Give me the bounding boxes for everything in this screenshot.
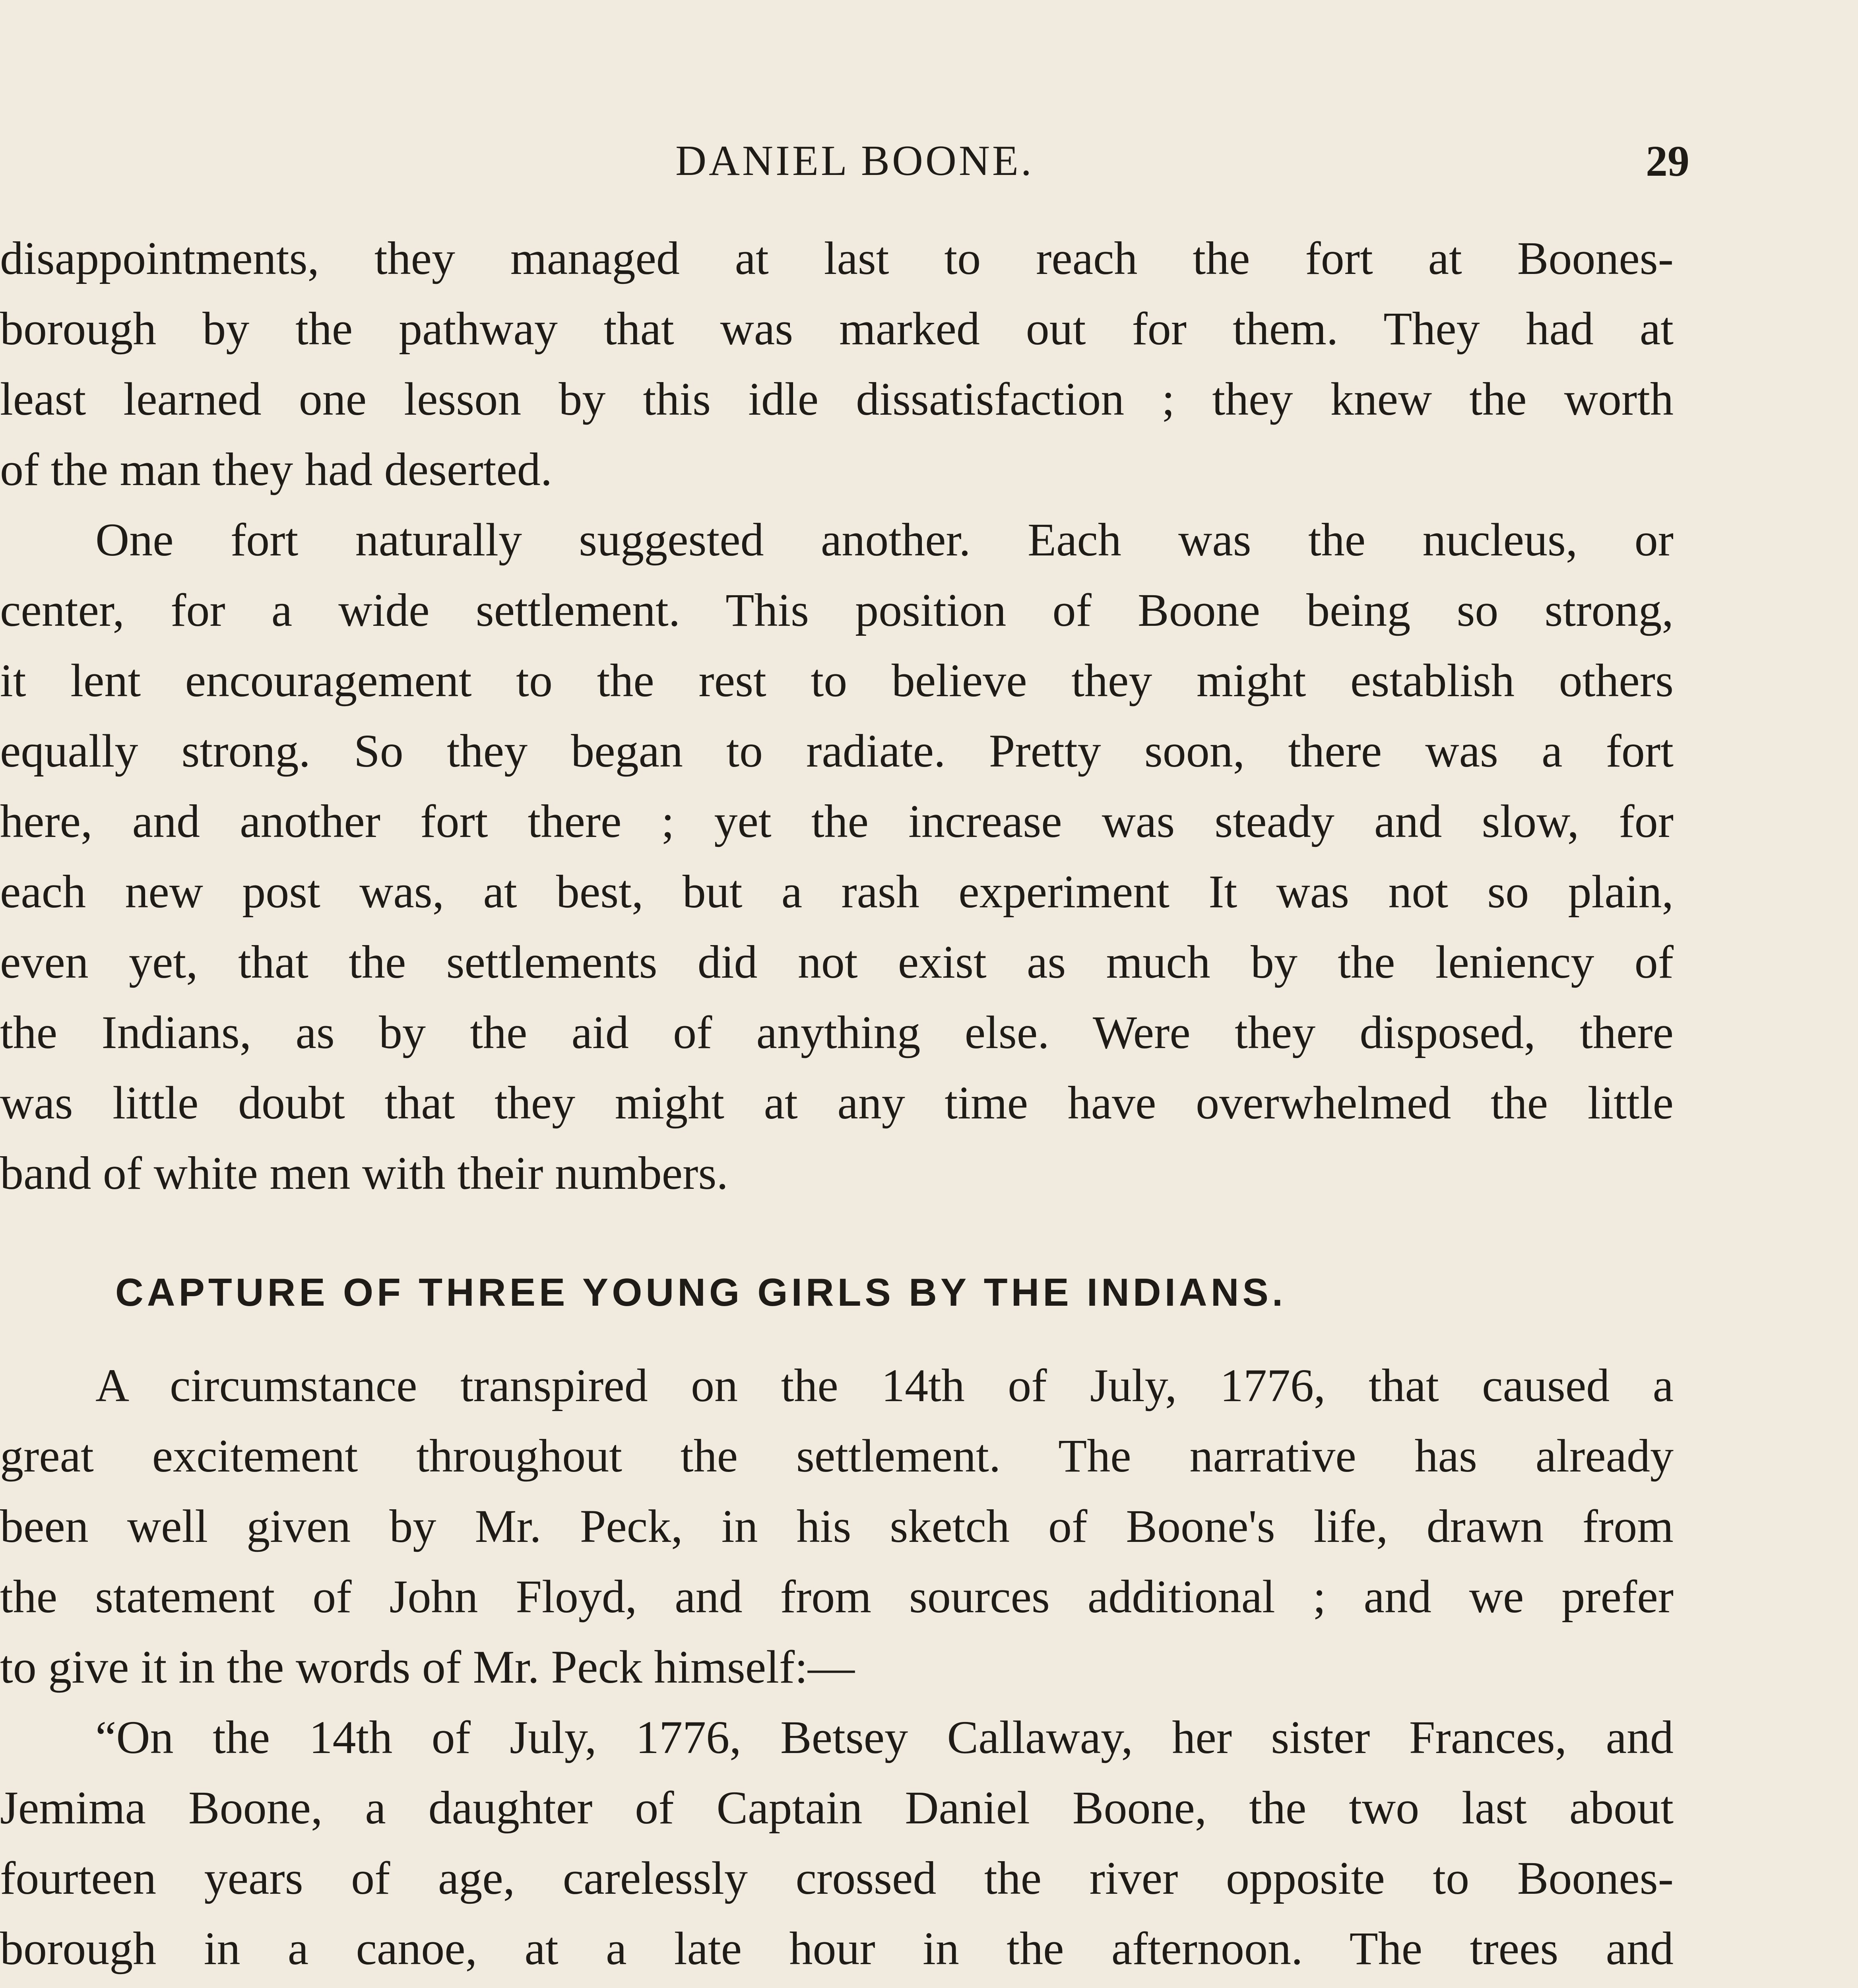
- running-head: DANIEL BOONE.: [675, 137, 1034, 184]
- text-line: been well given by Mr. Peck, in his sketch of Boone's life, drawn from: [0, 1500, 1674, 1552]
- text-line: least learned one lesson by this idle dissatisfaction ; they knew the worth: [0, 373, 1674, 425]
- text-line: band of white men with their numbers.: [0, 1147, 728, 1199]
- text-line: “On the 14th of July, 1776, Betsey Callaway, her sister Frances, and: [95, 1711, 1674, 1763]
- text-line: each new post was, at best, but a rash experiment It was not so plain,: [0, 866, 1674, 918]
- text-line: [0, 1985, 1674, 1988]
- text-line: disappointments, they managed at last to reach the fort at Boones-: [0, 232, 1674, 284]
- text-line: Jemima Boone, a daughter of Captain Daniel Boone, the two last about: [0, 1782, 1674, 1834]
- text-line: of the man they had deserted.: [0, 443, 553, 495]
- text-line: borough by the pathway that was marked out for them. They had at: [0, 303, 1674, 355]
- page-number: 29: [1646, 137, 1689, 185]
- text-line: even yet, that the settlements did not exist as much by the leniency of: [0, 936, 1674, 988]
- page-header: [0, 133, 1858, 189]
- text-line: A circumstance transpired on the 14th of July, 1776, that caused a: [95, 1359, 1674, 1411]
- text-line: fourteen years of age, carelessly crossed the river opposite to Boones-: [0, 1852, 1674, 1904]
- text-line: great excitement throughout the settlement. The narrative has already: [0, 1430, 1674, 1482]
- text-line: here, and another fort there ; yet the increase was steady and slow, for: [0, 795, 1674, 847]
- text-line: equally strong. So they began to radiate. Pretty soon, there was a fort: [0, 725, 1674, 777]
- text-line: the Indians, as by the aid of anything else. Were they disposed, there: [0, 1006, 1674, 1058]
- text-line: it lent encouragement to the rest to believe they might establish others: [0, 654, 1674, 707]
- section-heading: CAPTURE OF THREE YOUNG GIRLS BY THE INDIANS.: [115, 1270, 1287, 1314]
- text-line: was little doubt that they might at any time have overwhelmed the little: [0, 1077, 1674, 1129]
- text-line: One fort naturally suggested another. Each was the nucleus, or: [95, 514, 1674, 566]
- text-line: center, for a wide settlement. This position of Boone being so strong,: [0, 584, 1674, 636]
- text-line: the statement of John Floyd, and from sources additional ; and we prefer: [0, 1571, 1674, 1623]
- text-line: borough in a canoe, at a late hour in the afternoon. The trees and: [0, 1922, 1674, 1974]
- text-line: to give it in the words of Mr. Peck himself:—: [0, 1641, 855, 1693]
